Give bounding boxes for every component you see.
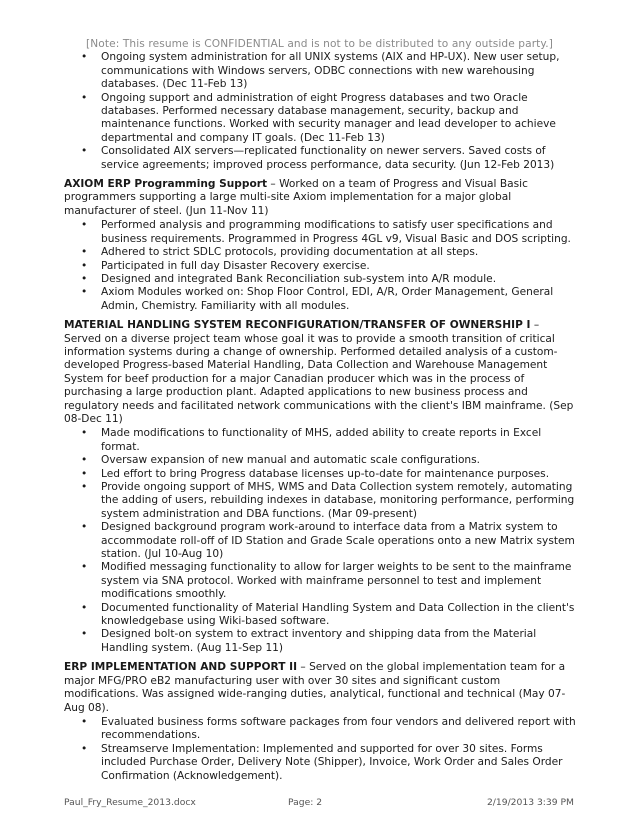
- section-title: AXIOM ERP Programming Support: [64, 178, 268, 191]
- list-item: • Consolidated AIX servers—replicated functionality on newer servers. Saved costs of service agreements; improved process performance, data security. (Jun 12-Feb 2013): [64, 145, 578, 172]
- list-item: • Performed analysis and programming modifications to satisfy user specifications and business requirements. Programmed in Progress 4GL v9, Visual Basic and DOS scripting.: [64, 219, 578, 246]
- bullet-list: [64, 716, 578, 783]
- list-item: • Participated in full day Disaster Recovery exercise.: [64, 260, 578, 273]
- list-item: • Provide ongoing support of MHS, WMS and Data Collection system remotely, automating the adding of users, rebuilding indexes in database, monitoring performance, performing system administration and DBA functions. (Mar 09-present): [64, 481, 578, 521]
- section-description: – Worked on a team of Progress and Visual Basic programmers supporting a large multi-site Axiom implementation for a major global manufacturer of steel. (Jun 11-Nov 11): [64, 178, 528, 217]
- resume-body: [64, 38, 578, 783]
- list-item: • Made modifications to functionality of MHS, added ability to create reports in Excel format.: [64, 427, 578, 454]
- section-intro: [64, 661, 578, 715]
- job-section-axiom: [64, 178, 578, 313]
- list-item: • Axiom Modules worked on: Shop Floor Control, EDI, A/R, Order Management, General Admin, Chemistry. Familiarity with all modules.: [64, 286, 578, 313]
- list-item: • Documented functionality of Material Handling System and Data Collection in the client's knowledgebase using Wiki-based software.: [64, 602, 578, 629]
- list-item: • Ongoing system administration for all UNIX systems (AIX and HP-UX). New user setup, communications with Windows servers, ODBC connections with new warehousing databases. (Dec 11-Feb 13): [64, 51, 578, 91]
- footer-page-number: Page: 2: [288, 797, 323, 808]
- list-item: • Modified messaging functionality to allow for larger weights to be sent to the mainframe system via SNA protocol. Worked with mainframe personnel to test and implement modifications smoothly.: [64, 561, 578, 601]
- confidentiality-note: [Note: This resume is CONFIDENTIAL and is not to be distributed to any outside party.]: [86, 38, 553, 50]
- list-item: • Designed background program work-around to interface data from a Matrix system to accommodate roll-off of ID Station and Grade Scale operations onto a new Matrix system station. (Jul 10-Aug 10): [64, 521, 578, 561]
- bullet-list: [64, 427, 578, 655]
- footer-filename: Paul_Fry_Resume_2013.docx: [64, 797, 196, 808]
- section-title: MATERIAL HANDLING SYSTEM RECONFIGURATION/TRANSFER OF OWNERSHIP I: [64, 319, 531, 332]
- section-description: – Served on the global implementation team for a major MFG/PRO eB2 manufacturing user with over 30 sites and significant custom modifications. Was assigned wide-ranging duties, analytical, functional and technical (May 07-Aug 08).: [64, 661, 566, 714]
- footer-date: 2/19/2013 3:39 PM: [486, 797, 574, 808]
- bullet-list: [64, 51, 578, 172]
- section-intro: [64, 319, 578, 426]
- list-item: • Evaluated business forms software packages from four vendors and delivered report with recommendations.: [64, 716, 578, 743]
- list-item: • Adhered to strict SDLC protocols, providing documentation at all steps.: [64, 246, 578, 259]
- bullet-list: [64, 219, 578, 313]
- section-description: – Served on a diverse project team whose goal it was to provide a smooth transition of critical information systems during a change of ownership. Performed detailed analysis of a custom-developed Progress-based Material Handling, Data Collection and Warehouse Management System for beef production for a major Canadian producer which was in the process of purchasing a large production plant. Adapted applications to new business process and regulatory needs and facilitated network communications with the client's IBM mainframe. (Sep 08-Dec 11): [64, 319, 574, 425]
- section-title: ERP IMPLEMENTATION AND SUPPORT II: [64, 661, 298, 674]
- list-item: • Led effort to bring Progress database licenses up-to-date for maintenance purposes.: [64, 468, 578, 481]
- list-item: • Oversaw expansion of new manual and automatic scale configurations.: [64, 454, 578, 467]
- list-item: • Streamserve Implementation: Implemented and supported for over 30 sites. Forms included Purchase Order, Delivery Note (Shipper), Invoice, Work Order and Sales Order Confirmation (Acknowledgement).: [64, 743, 578, 783]
- job-section-material-handling: [64, 319, 578, 655]
- job-section-erp-implementation: [64, 661, 578, 783]
- list-item: • Ongoing support and administration of eight Progress databases and two Oracle databases. Performed necessary database management, security, backup and maintenance functions. Worked with security manager and lead developer to achieve departmental and company IT goals. (Dec 11-Feb 13): [64, 92, 578, 146]
- list-item: • Designed and integrated Bank Reconciliation sub-system into A/R module.: [64, 273, 578, 286]
- list-item: • Designed bolt-on system to extract inventory and shipping data from the Material Handling system. (Aug 11-Sep 11): [64, 628, 578, 655]
- section-intro: [64, 178, 578, 218]
